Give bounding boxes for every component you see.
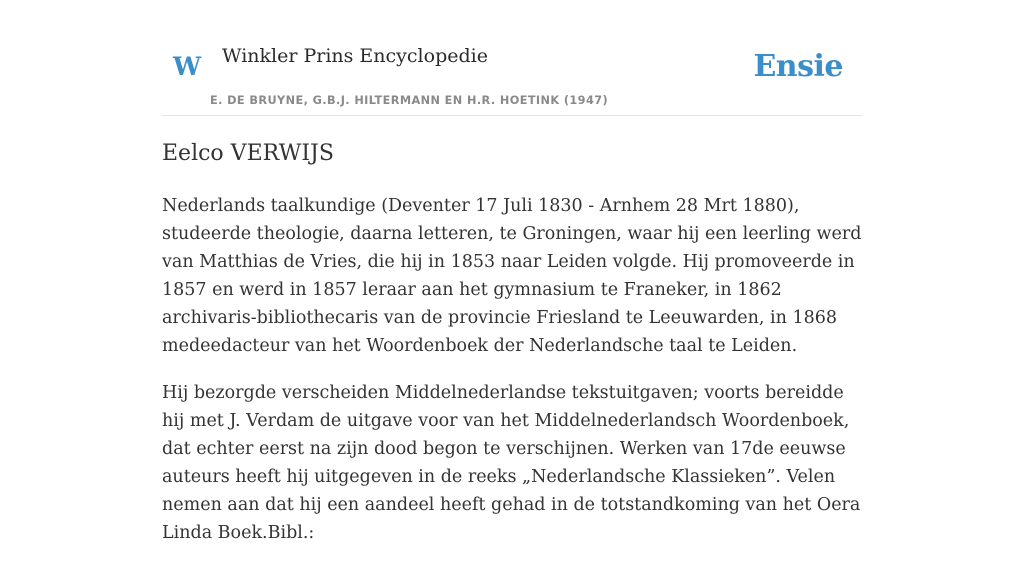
ensie-brand-logo[interactable]: Ensie	[753, 49, 843, 84]
book-title[interactable]: Winkler Prins Encyclopedie	[222, 45, 488, 67]
entry-paragraph: Hij bezorgde verscheiden Middelnederlandse tekstuitgaven; voorts bereidde hij met J. Verdam de uitgave voor van het Middelnederlandsch Woordenboek, dat echter eerst na zijn dood begon te verschijnen. Werken van 17de eeuwse auteurs heeft hij uitgegeven in de reeks „Nederlandsche Klassieken”. Velen nemen aan dat hij een aandeel heeft gehad in de totstandkoming van het Oera Linda Boek.Bibl.:	[162, 383, 861, 543]
entry-body	[162, 192, 862, 566]
winkler-prins-logo[interactable]: W	[173, 52, 202, 81]
site-header	[162, 0, 862, 116]
page	[162, 0, 862, 543]
entry-title: Eelco VERWIJS	[162, 141, 334, 166]
book-authors: E. DE BRUYNE, G.B.J. HILTERMANN EN H.R. HOETINK (1947)	[210, 94, 609, 107]
entry-paragraph: Nederlands taalkundige (Deventer 17 Juli 1830 - Arnhem 28 Mrt 1880), studeerde theologie, daarna letteren, te Groningen, waar hij een leerling werd van Matthias de Vries, die hij in 1853 naar Leiden volgde. Hij promoveerde in 1857 en werd in 1857 leraar aan het gymnasium te Franeker, in 1862 archivaris-bibliothecaris van de provincie Friesland te Leeuwarden, in 1868 medeedacteur van het Woordenboek der Nederlandsche taal te Leiden.	[162, 196, 862, 356]
